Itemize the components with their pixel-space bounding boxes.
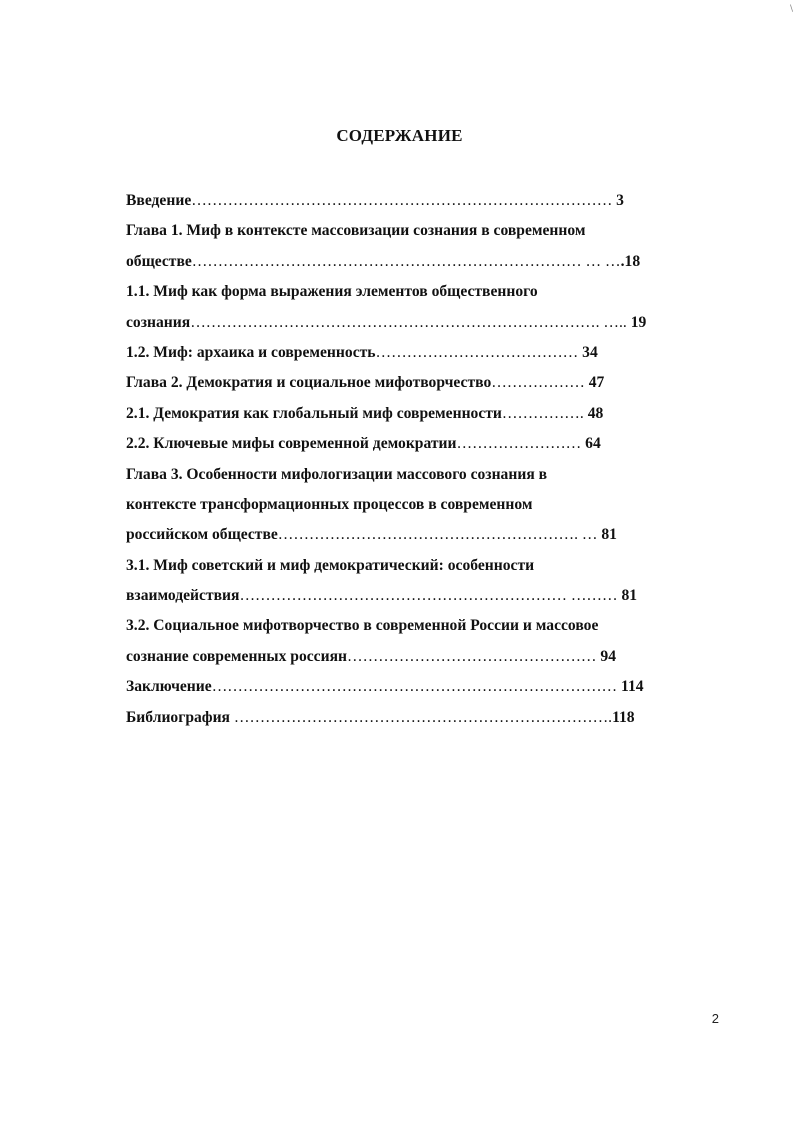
toc-line <box>126 429 696 459</box>
toc-text: 19 <box>626 313 647 331</box>
toc-line <box>126 611 696 641</box>
toc-text: 48 <box>583 404 604 422</box>
toc-text: 2.1. Демократия как глобальный миф современности <box>126 404 502 422</box>
toc-leader-dots: ……………… <box>491 374 585 392</box>
toc-text: сознание современных россиян <box>126 647 348 665</box>
toc-text: 3 <box>612 192 624 209</box>
toc-leader-dots: …………………… <box>456 435 582 453</box>
toc-line <box>126 551 696 581</box>
page-title: СОДЕРЖАНИЕ <box>336 126 463 145</box>
toc-leader-dots: ………………………………………………………………… … … <box>191 252 621 270</box>
toc-leader-dots: ……………. <box>501 404 584 422</box>
toc-text: 3.2. Социальное мифотворчество в современной России и массовое <box>126 617 599 635</box>
toc-text: 118 <box>612 708 635 726</box>
toc-line <box>126 460 696 490</box>
table-of-contents <box>126 186 696 733</box>
toc-line <box>126 520 696 550</box>
page-number: 2 <box>711 1011 719 1026</box>
toc-line <box>126 581 696 611</box>
toc-text: Глава 1. Миф в контексте массовизации сознания в современном <box>126 222 586 240</box>
toc-line <box>126 186 696 216</box>
toc-leader-dots: ……………………………………………………………………… <box>191 192 613 209</box>
toc-text: 64 <box>581 435 601 453</box>
toc-text: 114 <box>617 678 644 696</box>
toc-text: обществе <box>126 252 192 270</box>
toc-text: российском обществе <box>126 526 278 544</box>
toc-text: 47 <box>584 374 605 392</box>
toc-leader-dots: ………………………………………… <box>347 647 597 665</box>
toc-line <box>126 216 696 246</box>
toc-text: 2.2. Ключевые мифы современной демократии <box>126 435 457 453</box>
toc-leader-dots: ………………………………… <box>375 343 579 361</box>
toc-text: 34 <box>578 343 598 361</box>
toc-text: 1.1. Миф как форма выражения элементов общественного <box>126 283 538 301</box>
toc-leader-dots: ……………………………………………………………………. ….. <box>190 313 627 331</box>
toc-line <box>126 308 696 338</box>
toc-line <box>126 247 696 277</box>
toc-text: 1.2. Миф: архаика и современность <box>126 343 376 361</box>
toc-text: Введение <box>126 192 192 209</box>
toc-text: 94 <box>596 647 617 665</box>
toc-leader-dots: …………………………………………………………………… <box>211 678 618 696</box>
toc-leader-dots: ………………………………………………………………. <box>233 708 613 726</box>
toc-text: 81 <box>617 587 638 605</box>
toc-text: сознания <box>126 313 191 331</box>
toc-text: взаимодействия <box>126 587 240 605</box>
toc-line <box>126 399 696 429</box>
toc-line <box>126 672 696 702</box>
toc-line <box>126 490 696 520</box>
scan-corner-mark: \ <box>789 4 793 14</box>
toc-text: Библиография <box>126 708 234 726</box>
toc-text: .18 <box>620 252 641 270</box>
toc-line <box>126 277 696 307</box>
toc-text: 3.1. Миф советский и миф демократический: особенности <box>126 556 535 574</box>
toc-text: Глава 3. Особенности мифологизации массового сознания в <box>126 465 548 483</box>
toc-line <box>126 338 696 368</box>
toc-text: контексте трансформационных процессов в современном <box>126 495 533 513</box>
toc-text: Заключение <box>126 678 212 696</box>
toc-line <box>126 368 696 398</box>
toc-line <box>126 642 696 672</box>
toc-text: 81 <box>597 526 617 544</box>
toc-leader-dots: …………………………………………………. … <box>277 526 598 544</box>
toc-line <box>126 703 696 733</box>
toc-text: Глава 2. Демократия и социальное мифотворчество <box>126 374 492 392</box>
toc-leader-dots: ……………………………………………………… ……… <box>239 587 618 605</box>
